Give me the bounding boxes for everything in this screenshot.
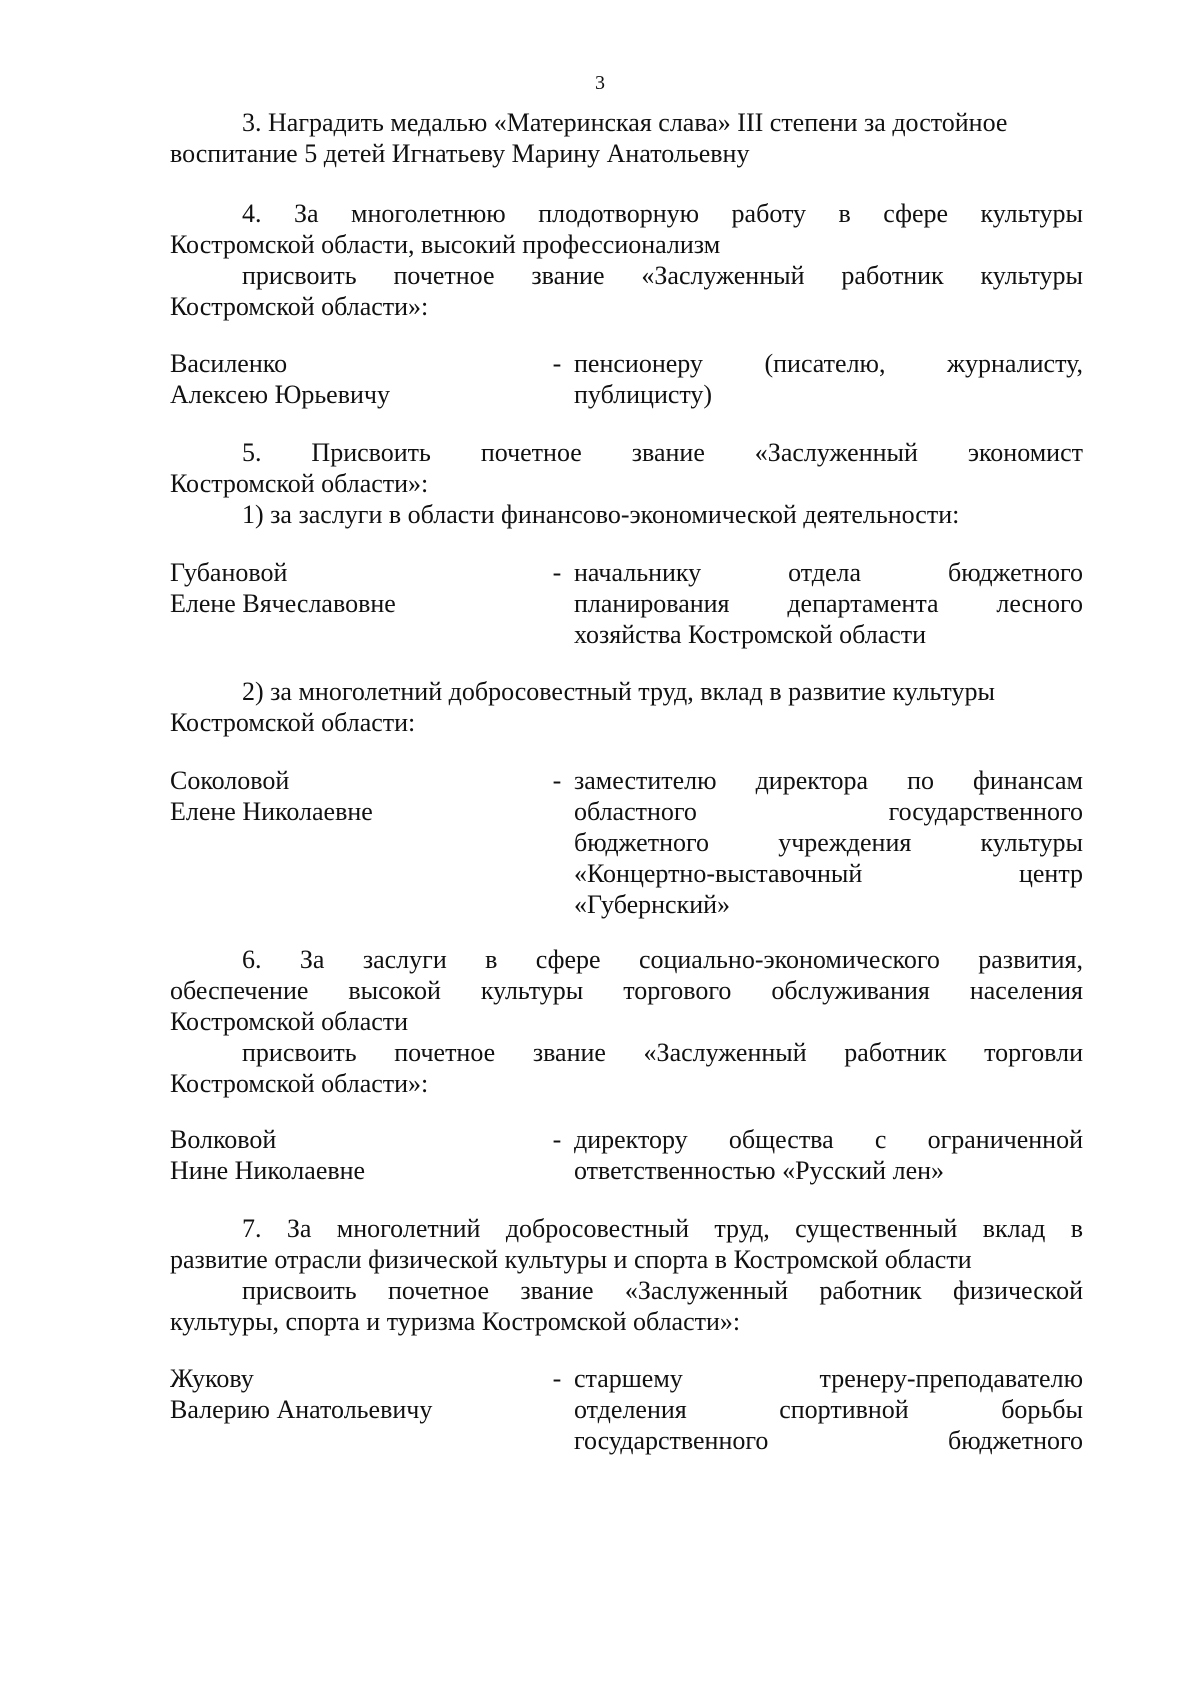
recipient-position	[574, 557, 1083, 650]
entry-dash: -	[552, 349, 562, 378]
recipient-position	[574, 765, 1083, 920]
recipient-position	[574, 1124, 1083, 1186]
text-line: отделения спортивной борьбы	[574, 1395, 1083, 1424]
recipient-position	[574, 348, 1083, 410]
text-line: 4. За многолетнюю плодотворную работу в сфере культуры	[242, 199, 1083, 228]
text-line: ответственностью «Русский лен»	[574, 1156, 945, 1185]
text-line: Василенко	[170, 349, 288, 378]
text-line: заместителю директора по финансам	[574, 766, 1083, 795]
text-line: 2) за многолетний добросовестный труд, вклад в развитие культуры	[242, 677, 995, 706]
text-line: присвоить почетное звание «Заслуженный работник торговли	[242, 1038, 1083, 1067]
text-line: 5. Присвоить почетное звание «Заслуженный экономист	[242, 438, 1083, 467]
text-line: Жукову	[170, 1364, 254, 1393]
text-line: Костромской области»:	[170, 292, 429, 321]
text-line: Костромской области»:	[170, 1069, 429, 1098]
text-line: начальнику отдела бюджетного	[574, 558, 1083, 587]
recipient-name	[170, 765, 540, 827]
text-line: Елене Николаевне	[170, 797, 373, 826]
text-line: Алексею Юрьевичу	[170, 380, 390, 409]
text-line: развитие отрасли физической культуры и спорта в Костромской области	[170, 1245, 972, 1274]
text-line: Волковой	[170, 1125, 277, 1154]
text-line: пенсионеру (писателю, журналисту,	[574, 349, 1083, 378]
paragraph-item-5-2	[170, 676, 1083, 738]
paragraph-item-3	[170, 107, 1083, 169]
text-line: старшему тренеру-преподавателю	[574, 1364, 1083, 1393]
page-number: 3	[595, 72, 605, 94]
paragraph-item-6	[170, 944, 1083, 1099]
text-line: культуры, спорта и туризма Костромской области»:	[170, 1307, 741, 1336]
text-line: 6. За заслуги в сфере социально-экономического развития,	[242, 945, 1083, 974]
text-line: областного государственного	[574, 797, 1083, 826]
text-line: Губановой	[170, 558, 288, 587]
text-line: 1) за заслуги в области финансово-экономической деятельности:	[242, 500, 960, 529]
recipient-position	[574, 1363, 1083, 1456]
text-line: присвоить почетное звание «Заслуженный работник физической	[242, 1276, 1083, 1305]
text-line: Костромской области:	[170, 708, 416, 737]
text-line: Костромской области	[170, 1007, 409, 1036]
recipient-name	[170, 557, 540, 619]
text-line: обеспечение высокой культуры торгового обслуживания населения	[170, 976, 1083, 1005]
text-line: присвоить почетное звание «Заслуженный работник культуры	[242, 261, 1083, 290]
paragraph-item-5	[170, 437, 1083, 530]
text-line: 7. За многолетний добросовестный труд, существенный вклад в	[242, 1214, 1083, 1243]
recipient-name	[170, 1124, 540, 1186]
text-line: хозяйства Костромской области	[574, 620, 927, 649]
recipient-name	[170, 1363, 540, 1425]
text-line: государственного бюджетного	[574, 1426, 1083, 1455]
entry-dash: -	[552, 1125, 562, 1154]
text-line: Елене Вячеславовне	[170, 589, 396, 618]
entry-dash: -	[552, 558, 562, 587]
text-line: Нине Николаевне	[170, 1156, 366, 1185]
text-line: Костромской области»:	[170, 469, 429, 498]
text-line: «Концертно-выставочный центр	[574, 859, 1083, 888]
paragraph-item-4	[170, 198, 1083, 322]
text-line: Валерию Анатольевичу	[170, 1395, 433, 1424]
text-line: планирования департамента лесного	[574, 589, 1083, 618]
text-line: бюджетного учреждения культуры	[574, 828, 1083, 857]
text-line: директору общества с ограниченной	[574, 1125, 1083, 1154]
text-line: публицисту)	[574, 380, 713, 409]
entry-dash: -	[552, 1364, 562, 1393]
entry-dash: -	[552, 766, 562, 795]
recipient-name	[170, 348, 540, 410]
paragraph-item-7	[170, 1213, 1083, 1337]
text-line: 3. Наградить медалью «Материнская слава» III степени за достойное	[242, 108, 1008, 137]
text-line: Соколовой	[170, 766, 290, 795]
text-line: Костромской области, высокий профессионализм	[170, 230, 721, 259]
text-line: «Губернский»	[574, 890, 731, 919]
text-line: воспитание 5 детей Игнатьеву Марину Анатольевну	[170, 139, 750, 168]
